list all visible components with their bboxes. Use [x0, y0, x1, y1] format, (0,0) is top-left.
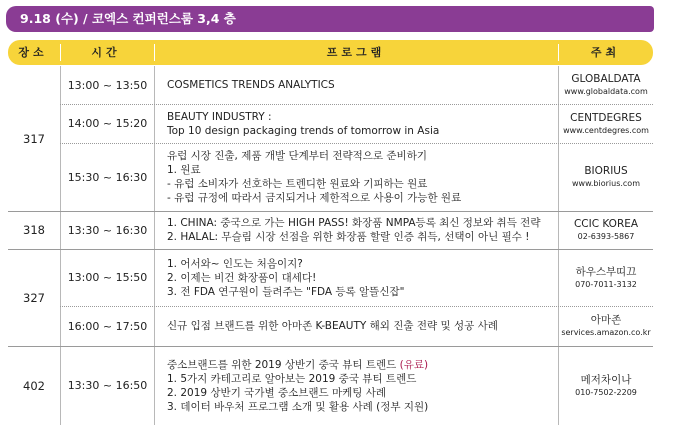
program-line: 1. 5가지 카테고리로 알아보는 2019 중국 뷰티 트렌드 — [167, 372, 417, 385]
session-time: 16:00 ~ 17:50 — [67, 319, 148, 333]
host-phone: 010-7502-2209 — [575, 387, 637, 397]
session-program — [155, 211, 558, 249]
table-header — [8, 40, 653, 65]
header-host: 주최 — [590, 46, 621, 59]
schedule-table — [8, 66, 653, 425]
program-line: Top 10 design packaging trends of tomorrow in Asia — [167, 124, 440, 137]
session-host — [559, 143, 653, 211]
program-line: 1. 원료 — [167, 164, 201, 176]
program-line: - 유럽 규정에 따라서 금지되거나 제한적으로 사용이 가능한 원료 — [167, 192, 462, 204]
session-time: 13:00 ~ 13:50 — [67, 78, 148, 92]
host-name: CENTDEGRES — [570, 111, 642, 124]
program-line: COSMETICS TRENDS ANALYTICS — [167, 79, 335, 91]
session-program — [155, 104, 558, 143]
session-host — [559, 211, 653, 249]
host-name: 하우스부띠끄 — [575, 265, 637, 278]
venue-cell: 402 — [23, 378, 45, 393]
program-line: 1. CHINA: 중국으로 가는 HIGH PASS! 화장품 NMPA등록 최신 정보와 취득 전략 — [167, 217, 541, 229]
session-program — [155, 249, 558, 306]
host-website[interactable]: www.centdegres.com — [563, 125, 649, 135]
paid-tag: (유료) — [399, 358, 429, 371]
program-line — [167, 358, 428, 372]
session-host — [559, 104, 653, 143]
header-program: 프로그램 — [326, 46, 386, 59]
host-name: BIORIUS — [584, 165, 628, 177]
session-time: 13:00 ~ 15:50 — [67, 271, 148, 284]
program-line: - 유럽 소비자가 선호하는 트렌디한 원료와 기피하는 원료 — [167, 178, 428, 190]
host-phone: 02-6393-5867 — [577, 232, 635, 241]
session-time: 14:00 ~ 15:20 — [67, 117, 148, 130]
host-website[interactable]: www.biorius.com — [571, 179, 640, 188]
host-phone: 070-7011-3132 — [575, 279, 637, 289]
host-name: 메저차이나 — [580, 373, 632, 386]
date-venue-banner: 9.18 (수) / 코엑스 컨퍼런스룸 3,4 층 — [6, 6, 654, 32]
venue-cell: 327 — [23, 290, 45, 305]
program-line: 1. 어서와~ 인도는 처음이지? — [167, 257, 303, 270]
session-program — [155, 143, 558, 211]
session-host — [559, 346, 653, 425]
session-host — [559, 249, 653, 306]
session-program — [155, 346, 558, 425]
host-name: 아마존 — [590, 314, 622, 326]
session-time: 13:30 ~ 16:30 — [67, 223, 148, 237]
program-line: 3. 전 FDA 연구원이 들려주는 "FDA 등록 알뜰신잡" — [167, 285, 405, 298]
program-title: 중소브랜드를 위한 2019 상반기 중국 뷰티 트렌드 — [167, 358, 400, 371]
venue-cell: 318 — [23, 223, 45, 237]
program-line: 3. 데이터 바우처 프로그램 소개 및 활용 사례 (정부 지원) — [167, 400, 429, 413]
host-name: GLOBALDATA — [571, 73, 641, 85]
header-time: 시간 — [91, 46, 121, 59]
venue-cell: 317 — [23, 131, 45, 146]
session-program — [155, 306, 558, 346]
session-time: 15:30 ~ 16:30 — [67, 170, 148, 184]
session-time: 13:30 ~ 16:50 — [67, 379, 148, 392]
host-website[interactable]: services.amazon.co.kr — [561, 328, 651, 337]
program-line: 신규 입점 브랜드를 위한 아마존 K-BEAUTY 해외 진출 전략 및 성공 사례 — [167, 320, 498, 332]
session-host — [559, 306, 653, 346]
program-line: 2. 이제는 비건 화장품이 대세다! — [167, 271, 317, 284]
header-venue: 장소 — [18, 46, 48, 59]
program-line: 2. HALAL: 무슬림 시장 선점을 위한 화장품 할랄 인증 취득, 선택이 아닌 필수 ! — [167, 231, 530, 243]
session-host — [559, 66, 653, 104]
session-program — [155, 66, 558, 104]
program-line: BEAUTY INDUSTRY : — [167, 110, 272, 123]
host-name: CCIC KOREA — [573, 218, 639, 230]
program-line: 2. 2019 상반기 국가별 중소브랜드 마케팅 사례 — [167, 386, 387, 399]
host-website[interactable]: www.globaldata.com — [564, 87, 648, 96]
program-line: 유럽 시장 진출, 제품 개발 단계부터 전략적으로 준비하기 — [167, 150, 427, 162]
